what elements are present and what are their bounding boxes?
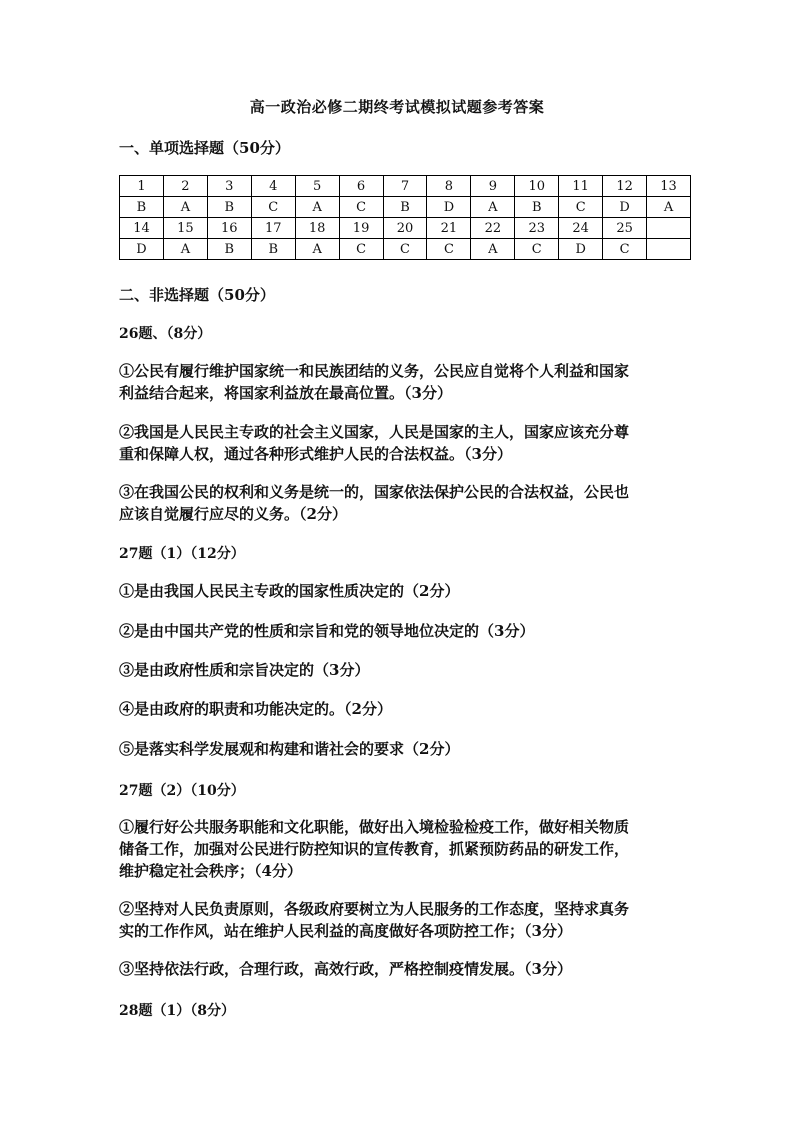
table-cell: 4 — [251, 176, 295, 197]
table-cell: 14 — [120, 218, 164, 239]
q27-1-item-3: ③是由政府性质和宗旨决定的（3分） — [119, 661, 370, 679]
table-cell: 24 — [559, 218, 603, 239]
table-cell: B — [251, 239, 295, 260]
q27-2-item-2: ②坚持对人民负责原则，各级政府要树立为人民服务的工作态度，坚持求真务 实的工作作风，站在维护人民利益的高度做好各项防控工作；（3分） — [119, 900, 630, 940]
table-cell — [647, 218, 691, 239]
table-cell: 23 — [515, 218, 559, 239]
table-cell: C — [427, 239, 471, 260]
table-cell: A — [471, 239, 515, 260]
table-row — [120, 176, 691, 197]
q27-1-item-1: ①是由我国人民民主专政的国家性质决定的（2分） — [119, 582, 460, 600]
table-row — [120, 218, 691, 239]
table-row — [120, 197, 691, 218]
table-cell: C — [515, 239, 559, 260]
table-cell: 2 — [163, 176, 207, 197]
table-cell: 12 — [603, 176, 647, 197]
table-row — [120, 239, 691, 260]
table-cell: 18 — [295, 218, 339, 239]
q27-1-item-4: ④是由政府的职责和功能决定的。（2分） — [119, 700, 392, 718]
table-cell: D — [120, 239, 164, 260]
table-cell: A — [163, 239, 207, 260]
table-cell: 21 — [427, 218, 471, 239]
table-cell: 13 — [647, 176, 691, 197]
table-cell: 11 — [559, 176, 603, 197]
section-heading-choice: 一、单项选择题（50分） — [119, 139, 290, 157]
table-cell: C — [603, 239, 647, 260]
table-cell: 6 — [339, 176, 383, 197]
table-cell: B — [383, 197, 427, 218]
question-28-1-heading: 28题（1）（8分） — [119, 1003, 235, 1019]
q27-1-item-2: ②是由中国共产党的性质和宗旨和党的领导地位决定的（3分） — [119, 622, 535, 640]
q26-item-3: ③在我国公民的权利和义务是统一的，国家依法保护公民的合法权益，公民也 应该自觉履行应尽的义务。（2分） — [119, 483, 630, 523]
answer-table — [119, 175, 691, 260]
q27-2-item-1: ①履行好公共服务职能和文化职能，做好出入境检验检疫工作，做好相关物质 储备工作，加强对公民进行防控知识的宣传教育，抓紧预防药品的研发工作， 维护稳定社会秩序；（4分） — [119, 818, 630, 880]
table-cell: 25 — [603, 218, 647, 239]
q27-1-item-5: ⑤是落实科学发展观和构建和谐社会的要求（2分） — [119, 740, 460, 758]
table-cell: 15 — [163, 218, 207, 239]
table-cell: A — [471, 197, 515, 218]
table-cell: 17 — [251, 218, 295, 239]
table-cell: D — [603, 197, 647, 218]
table-cell: C — [339, 197, 383, 218]
question-27-1-heading: 27题（1）（12分） — [119, 546, 245, 562]
table-cell: B — [120, 197, 164, 218]
table-cell: B — [207, 239, 251, 260]
table-cell: C — [339, 239, 383, 260]
table-cell: 20 — [383, 218, 427, 239]
table-cell: 9 — [471, 176, 515, 197]
question-27-2-heading: 27题（2）（10分） — [119, 783, 245, 799]
table-cell: C — [383, 239, 427, 260]
table-cell: D — [559, 239, 603, 260]
table-cell: B — [515, 197, 559, 218]
q26-item-2: ②我国是人民民主专政的社会主义国家，人民是国家的主人，国家应该充分尊 重和保障人权，通过各种形式维护人民的合法权益。（3分） — [119, 423, 630, 463]
section-heading-nonchoice: 二、非选择题（50分） — [119, 286, 275, 304]
q26-item-1: ①公民有履行维护国家统一和民族团结的义务，公民应自觉将个人利益和国家 利益结合起来，将国家利益放在最高位置。（3分） — [119, 362, 630, 402]
table-cell: 16 — [207, 218, 251, 239]
table-cell — [647, 239, 691, 260]
table-cell: 19 — [339, 218, 383, 239]
table-cell: B — [207, 197, 251, 218]
table-cell: D — [427, 197, 471, 218]
table-cell: 7 — [383, 176, 427, 197]
table-cell: 5 — [295, 176, 339, 197]
table-cell: 8 — [427, 176, 471, 197]
table-cell: 10 — [515, 176, 559, 197]
table-cell: 1 — [120, 176, 164, 197]
table-cell: A — [647, 197, 691, 218]
table-cell: A — [295, 197, 339, 218]
table-cell: 3 — [207, 176, 251, 197]
table-cell: C — [251, 197, 295, 218]
page-title: 高一政治必修二期终考试模拟试题参考答案 — [249, 98, 545, 116]
table-cell: C — [559, 197, 603, 218]
table-cell: A — [163, 197, 207, 218]
table-cell: A — [295, 239, 339, 260]
table-cell: 22 — [471, 218, 515, 239]
question-26-heading: 26题、（8分） — [119, 326, 212, 342]
q27-2-item-3: ③坚持依法行政，合理行政，高效行政，严格控制疫情发展。（3分） — [119, 960, 572, 978]
